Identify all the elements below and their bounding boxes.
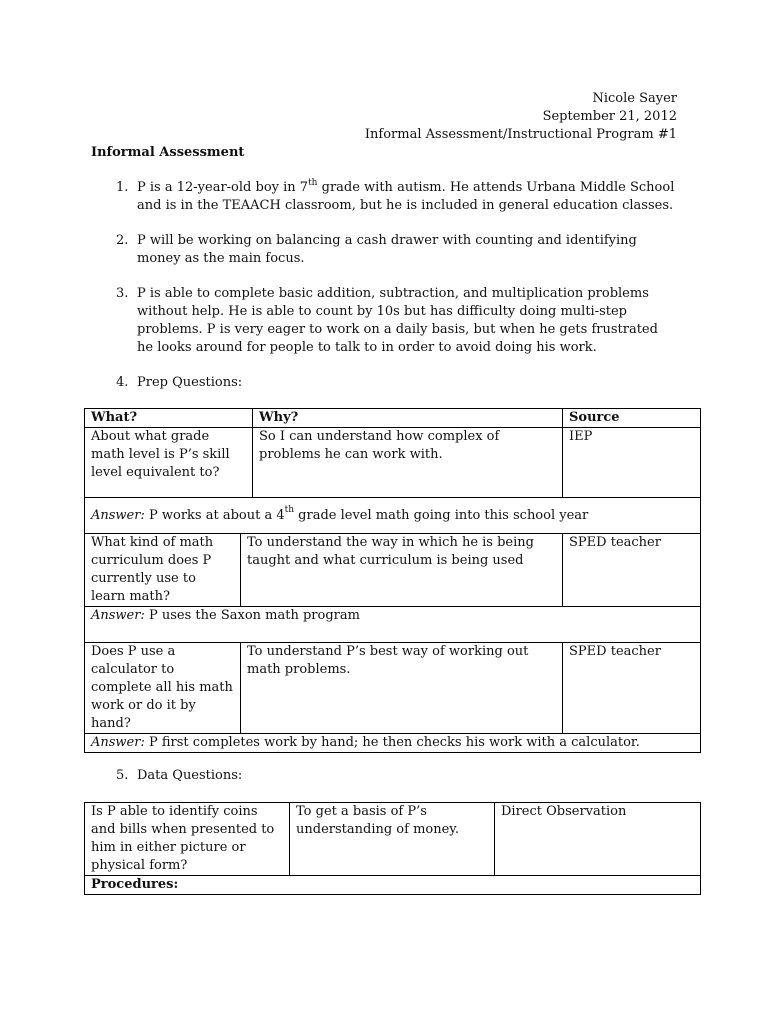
list-number: 5.	[116, 768, 129, 783]
table-row	[85, 643, 701, 734]
source-cell: IEP	[563, 428, 701, 498]
reason-cell: To understand the way in which he is being taught and what curriculum is being used	[241, 534, 563, 607]
column-header: Why?	[253, 409, 563, 428]
table-row	[85, 428, 701, 498]
list-item	[116, 232, 676, 268]
section-title: Informal Assessment	[91, 145, 245, 160]
column-header: What?	[85, 409, 253, 428]
reason-cell: To understand P’s best way of working out math problems.	[241, 643, 563, 734]
question-cell: About what grade math level is P’s skill level equivalent to?	[85, 428, 253, 498]
procedures-cell: Procedures:	[85, 876, 701, 895]
list-text: P is a 12-year-old boy in 7th grade with autism. He attends Urbana Middle School and is in the TEAACH classroom, but he is included in general education classes.	[137, 177, 675, 213]
list-text: P is able to complete basic addition, subtraction, and multiplication problems without help. He is able to count by 10s but has difficulty doing multi-step problems. P is very eager to work on a daily basis, but when he gets frustrated he looks around for people to talk to in order to avoid doing his work.	[137, 286, 658, 355]
procedures-row	[85, 876, 701, 895]
question-cell: What kind of math curriculum does P currently use to learn math?	[85, 534, 241, 607]
answer-cell: Answer: P first completes work by hand; he then checks his work with a calculator.	[85, 734, 701, 753]
list-number: 1.	[116, 180, 129, 195]
source-cell: SPED teacher	[563, 643, 701, 734]
question-cell: Is P able to identify coins and bills when presented to him in either picture or physical form?	[85, 803, 290, 876]
table-header-row	[85, 409, 701, 428]
column-header: Source	[563, 409, 701, 428]
prep-questions-table	[84, 408, 701, 753]
question-cell: Does P use a calculator to complete all his math work or do it by hand?	[85, 643, 241, 734]
answer-row	[85, 498, 701, 534]
author-name: Nicole Sayer	[592, 91, 677, 106]
source-cell: Direct Observation	[495, 803, 701, 876]
source-cell: SPED teacher	[563, 534, 701, 607]
list-text: Data Questions:	[137, 768, 243, 783]
document-date: September 21, 2012	[542, 109, 677, 124]
table-row	[85, 803, 701, 876]
list-text: Prep Questions:	[137, 375, 243, 390]
data-questions-table	[84, 802, 701, 895]
list-item	[116, 179, 676, 215]
answer-cell: Answer: P works at about a 4th grade level math going into this school year	[85, 498, 701, 534]
list-number: 4.	[116, 375, 129, 390]
list-number: 2.	[116, 233, 129, 248]
reason-cell: To get a basis of P’s understanding of money.	[290, 803, 495, 876]
list-item	[116, 285, 676, 357]
reason-cell: So I can understand how complex of problems he can work with.	[253, 428, 563, 498]
list-number: 3.	[116, 286, 129, 301]
answer-cell: Answer: P uses the Saxon math program	[85, 607, 701, 643]
table-row	[85, 534, 701, 607]
answer-row	[85, 734, 701, 753]
list-item	[116, 767, 676, 785]
answer-row	[85, 607, 701, 643]
header-block	[365, 90, 677, 144]
document-subtitle: Informal Assessment/Instructional Program #1	[364, 127, 677, 142]
list-text: P will be working on balancing a cash drawer with counting and identifying money as the main focus.	[137, 233, 637, 266]
list-item	[116, 374, 676, 392]
